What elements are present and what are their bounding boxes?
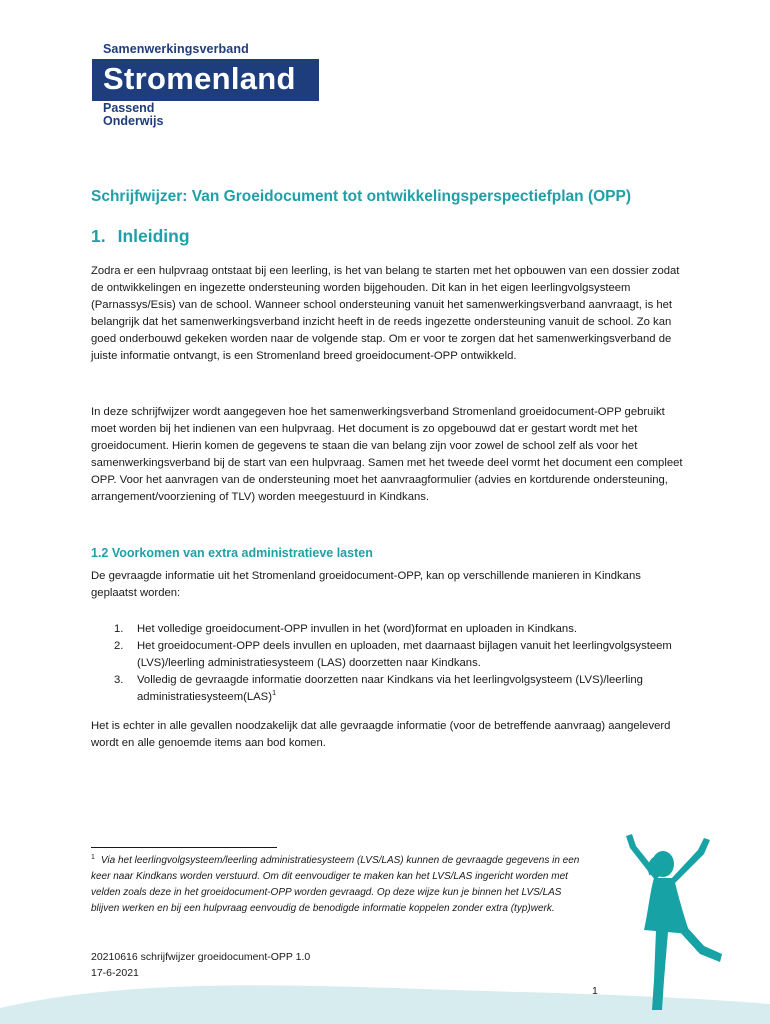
section-title: Inleiding (117, 226, 190, 246)
list-item-text: Volledig de gevraagde informatie doorzetten naar Kindkans via het leerlingvolgsysteem (LVS)/leerling administratiesysteem(LAS) (137, 674, 643, 703)
list-item (91, 672, 683, 706)
section-heading-inleiding (91, 226, 190, 247)
logo-main-text: Stromenland (103, 61, 296, 96)
logo-sub-line2: Onderwijs (103, 114, 164, 128)
subsection-heading: 1.2 Voorkomen van extra administratieve lasten (91, 546, 373, 560)
paragraph-subsection-intro: De gevraagde informatie uit het Stromenland groeidocument-OPP, kan op verschillende manieren in Kindkans geplaatst worden: (91, 570, 641, 599)
document-title: Schrijfwijzer: Van Groeidocument tot ontwikkelingsperspectiefplan (OPP) (91, 188, 632, 205)
page-number: 1 (592, 985, 598, 997)
list-item (91, 638, 683, 672)
paragraph-intro-2: In deze schrijfwijzer wordt aangegeven hoe het samenwerkingsverband Stromenland groeidocument-OPP gebruikt moet worden bij het indienen van een hulpvraag. Het document is zo opgebouwd dat er gestart wordt met het groeidocument. Hierin komen de gegevens te staan die van belang zijn voor zowel de school zelf als voor het samenwerkingsverband bij de start van een hulpvraag. Samen met het tweede deel vormt het document een compleet OPP. Voor het aanvragen van de ondersteuning moet het aanvraagformulier (advies en kortdurende ondersteuning, arrangement/voorziening of TLV) worden meegestuurd in Kindkans. (91, 406, 683, 503)
numbered-list (91, 621, 683, 706)
logo-sub-line1: Passend (103, 101, 155, 115)
paragraph-intro-1: Zodra er een hulpvraag ontstaat bij een leerling, is het van belang te starten met het opbouwen van een dossier zodat de ontwikkelingen en ingezette ondersteuning worden bijgehouden. Dit kan in het eigen leerlingvolgsysteem (Parnassys/Esis) van de school. Wanneer school ondersteuning vanuit het samenwerkingsverband aanvraagt, is het belangrijk dat het samenwerkingsverband inzicht heeft in de reeds ingezette ondersteuning vanuit de school. Zo kan goed onderbouwd gekeken worden naar de volgende stap. Om er voor te zorgen dat het samenwerkingsverband de juiste informatie ontvangt, is een Stromenland breed groeidocument-OPP ontwikkeld. (91, 265, 680, 362)
paragraph-closing: Het is echter in alle gevallen noodzakelijk dat alle gevraagde informatie (voor de betreffende aanvraag) aangeleverd wordt en alle genoemde items aan bod komen. (91, 720, 671, 749)
section-number: 1. (91, 226, 106, 246)
footnote-text: Via het leerlingvolgsysteem/leerling administratiesysteem (LVS/LAS) kunnen de gevraagde gegevens in een keer naar Kindkans worden verstuurd. Om dit eenvoudiger te maken kan het LVS/LAS ingericht worden met velden zoals deze in het groeidocument-OPP worden gevraagd. Op deze wijze kun je binnen het LVS/LAS blijven werken en bij een hulpvraag eenvoudig de benodigde informatie koppelen zonder extra (typ)werk. (91, 855, 580, 914)
footer-date: 17-6-2021 (91, 967, 139, 979)
list-marker: 3. (114, 674, 124, 686)
list-marker: 1. (114, 623, 124, 635)
logo-sub-text (103, 102, 163, 128)
logo (92, 59, 319, 101)
logo-top-text: Samenwerkingsverband (103, 42, 249, 56)
list-item-text: Het volledige groeidocument-OPP invullen in het (word)format en uploaden in Kindkans. (137, 623, 577, 635)
list-item-text: Het groeidocument-OPP deels invullen en uploaden, met daarnaast bijlagen vanuit het leerlingvolgsysteem (LVS)/leerling administratiesysteem (LAS) doorzetten naar Kindkans. (137, 640, 672, 669)
list-item (91, 621, 683, 638)
footnote-divider (91, 847, 277, 848)
footer-document-name: 20210616 schrijfwijzer groeidocument-OPP 1.0 (91, 951, 311, 963)
list-marker: 2. (114, 640, 124, 652)
footnote-reference[interactable]: 1 (271, 688, 277, 698)
page-footer (91, 949, 310, 981)
footnote (91, 853, 591, 917)
jumping-figure-illustration (600, 830, 730, 1020)
footnote-number: 1 (91, 853, 95, 861)
